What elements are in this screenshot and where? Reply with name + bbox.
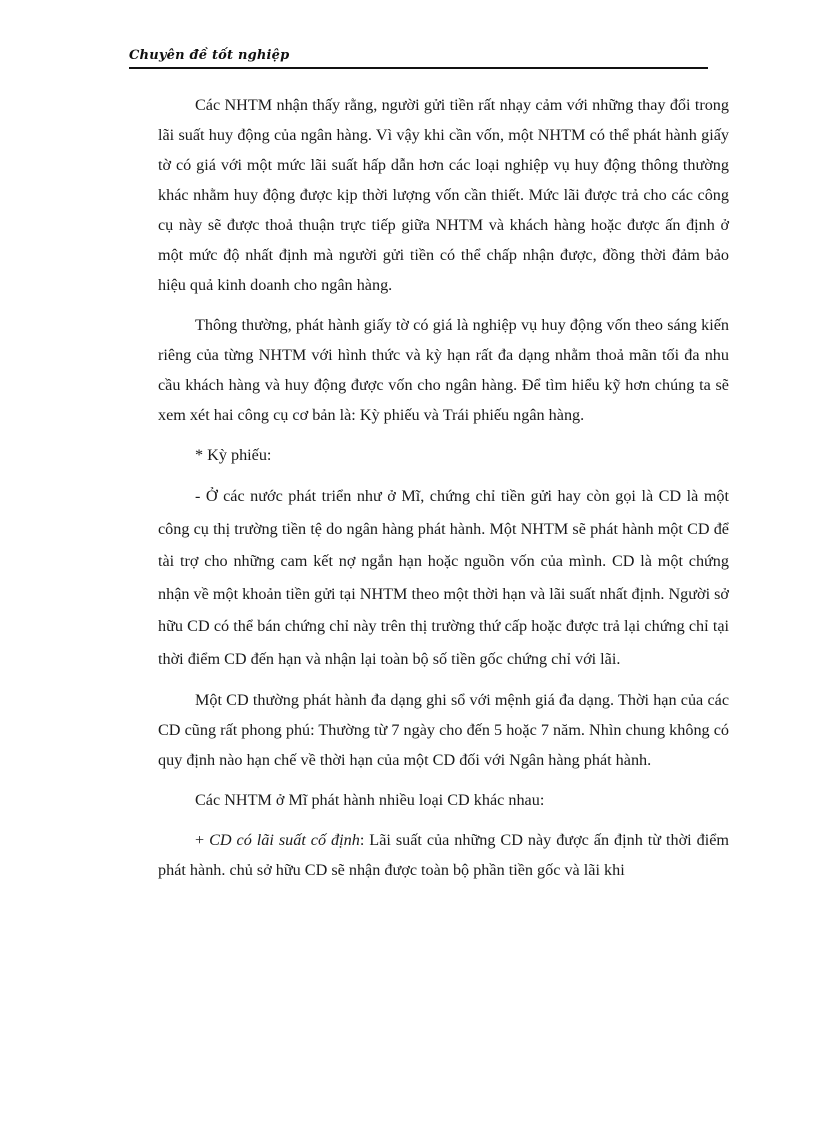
fixed-rate-cd-term: CD có lãi suất cố định (209, 831, 360, 849)
header-rule (129, 67, 708, 69)
paragraph-3: - Ở các nước phát triển như ở Mĩ, chứng chỉ tiền gửi hay còn gọi là CD là một công cụ thị trường tiền tệ do ngân hàng phát hành. Một NHTM sẽ phát hành một CD để tài trợ cho những cam kết nợ ngắn hạn hoặc nguồn vốn của mình. CD là một chứng nhận về một khoản tiền gửi tại NHTM theo một thời hạn và lãi suất nhất định. Người sở hữu CD có thể bán chứng chỉ này trên thị trường thứ cấp hoặc được trả lại chứng chỉ tại thời điểm CD đến hạn và nhận lại toàn bộ số tiền gốc chứng chỉ với lãi. (158, 487, 729, 668)
paragraph-cd-types-intro: Các NHTM ở Mĩ phát hành nhiều loại CD khác nhau: (195, 791, 545, 809)
paragraph-fixed-rate-cd (158, 825, 729, 885)
paragraph-4: Một CD thường phát hành đa dạng ghi sổ với mệnh giá đa dạng. Thời hạn của các CD cũng rất phong phú: Thường từ 7 ngày cho đến 5 hoặc 7 năm. Nhìn chung không có quy định nào hạn chế về thời hạn của một CD đối với Ngân hàng phát hành. (158, 691, 729, 769)
page-header-title: Chuyên đề tốt nghiệp (129, 48, 290, 63)
fixed-rate-cd-text: : Lãi suất của những CD này được ấn định từ thời điểm phát hành. chủ sở hữu CD sẽ nhận được toàn bộ phần tiền gốc và lãi khi (158, 831, 729, 879)
list-prefix: + (195, 831, 210, 849)
document-body (158, 90, 729, 885)
paragraph-2: Thông thường, phát hành giấy tờ có giá là nghiệp vụ huy động vốn theo sáng kiến riêng của từng NHTM với hình thức và kỳ hạn rất đa dạng nhằm thoả mãn tối đa nhu cầu khách hàng và huy động được vốn cho ngân hàng. Để tìm hiểu kỹ hơn chúng ta sẽ xem xét hai công cụ cơ bản là: Kỳ phiếu và Trái phiếu ngân hàng. (158, 316, 729, 424)
paragraph-ky-phieu-heading: * Kỳ phiếu: (195, 446, 272, 464)
paragraph-1: Các NHTM nhận thấy rằng, người gửi tiền rất nhạy cảm với những thay đổi trong lãi suất huy động của ngân hàng. Vì vậy khi cần vốn, một NHTM có thể phát hành giấy tờ có giá với một mức lãi suất hấp dẫn hơn các loại nghiệp vụ huy động thông thường khác nhằm huy động được kịp thời lượng vốn cần thiết. Mức lãi được trả cho các công cụ này sẽ được thoả thuận trực tiếp giữa NHTM và khách hàng hoặc được ấn định ở một mức độ nhất định mà người gửi tiền có thể chấp nhận được, đồng thời đảm bảo hiệu quả kinh doanh cho ngân hàng. (158, 96, 729, 294)
